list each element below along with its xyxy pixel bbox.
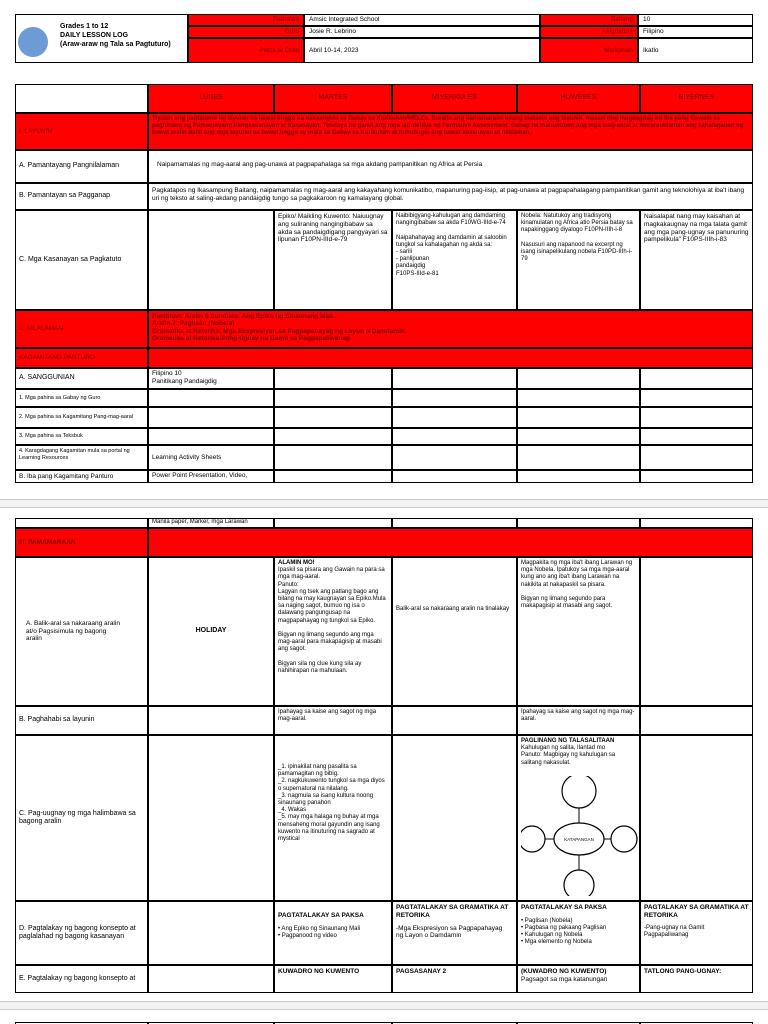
cell: [392, 735, 517, 901]
pagtalakay-paksa-title: PAGTATALAKAY SA PAKSA: [278, 912, 364, 919]
page-1: [0, 0, 768, 500]
pag-uugnay-label: C. Pag-uugnay ng mga halimbawa sa bagong aralin: [15, 735, 148, 901]
deped-logo: [18, 27, 48, 57]
cell: [392, 428, 517, 445]
cell: [640, 557, 753, 706]
pagtalakay-d-label: D. Pagtalakay ng bagong konsepto at paglalahad ng bagong kasanayan: [15, 901, 148, 965]
cell: [148, 901, 274, 965]
balik-aral-huwebes: Magpakita ng mga iba't ibang Larawan ng mga Nobela. Ipatukoy sa mga mga-aaral kung ano ang iba't ibang Larawan na nakikita at nakapaskil sa pisara. Bigyan ng limang segundo para makapagisip at masabi ang sagot.: [517, 557, 640, 706]
pag-uugnay-martes: _1. ipinakilat nang pasalita sa pamamagitan ng bibig. _2. nagkukuwento tungkol sa mga diyos o supernatural na nilalang. _3. nagmula sa isang kultura noong sinaunang panahon _4. Wakas _5. may mga halaga ng buhay at mga mensaheng moral gayundin ang isang kuwento na itinuturing na sagrado at mystical: [274, 735, 392, 901]
cell: [640, 518, 753, 528]
pagtalakay-d-huwebes: [517, 901, 640, 965]
pagtalakay-gramatika-text: -Mga Ekspresiyon sa Pagpapahayag ng Layon o Damdamin: [396, 924, 503, 940]
markahan-label: Markahan: [540, 38, 638, 63]
kasanayan-miyerkules: Naibibigyang-kahulugan ang damdaming nangingibabaw sa akda F10WG-IIId-e-74 Naipahahayag ang damdamin at saloobin tungkol sa kahalagahan ng akda sa: - sarili - panlipunan pandaigdig F10PS-IIId-e-81: [392, 210, 517, 310]
day-biyernes: BIYERNES: [640, 84, 753, 113]
cell: [392, 407, 517, 428]
cell: [640, 368, 753, 389]
cell: [640, 407, 753, 428]
cell: [640, 706, 753, 735]
pagtalakay-e-biyernes: TATLONG PANG-UGNAY:: [640, 965, 753, 993]
kagamitang-mag-aaral-label: 2. Mga pahina sa Kagamitang Pang-mag-aaral: [15, 407, 148, 428]
page-3: [0, 1009, 768, 1024]
header-line2: DAILY LESSON LOG: [60, 32, 129, 40]
nilalaman-label: II. NILALAMAN: [15, 310, 148, 348]
asignatura-value: Filipino: [638, 26, 753, 38]
web-node-right: [611, 826, 637, 852]
cell: [148, 389, 274, 407]
web-node-bottom: [564, 870, 594, 896]
pagtalakay-paksa-text: • Ang Epiko ng Sinaunang Mali • Pagpanood ng video: [278, 925, 361, 939]
layunin-text: Tiyakin ang pagtatamo ng layunin sa bawat linggo na nakaangkla sa Gabay sa Kurikulum/MELCs. Sundin ang pamamaraan upang matamo ang layunin, maaari ring magdagdag ng iba pang Gawain sa paghinang ng Pamantayang Pangkasanayan at Kasanayan. Tinataya ito gamit ang mga istratehiya ng Formative Assessment. Ganap na mahuhubog ang mga mag-aaral at mararamdaman ang kahalagahan ng bawat aralin dahil ang mga layunin sa bawat linggo ay mula sa Gabay sa Kurikulum at huhubugin ang bawat kasanayan at nilalaman.: [148, 113, 753, 150]
day-miyerkules: MIYERKULES: [392, 84, 517, 113]
karagdagang-label: 4. Karagdagang Kagamitan mula sa portal ng Learning Resources: [15, 445, 148, 470]
cell: [15, 518, 148, 528]
cell: [517, 470, 640, 483]
pagtalakay-d-martes: [274, 901, 392, 965]
cell: [640, 445, 753, 470]
pagganap-text: Pagkatapos ng Ikasampung Baitang, naipamamalas ng mag-aaral ang kakayahang komunikatibo, mapanuring pag-iisip, at pag-unawa at pagpapahalagang pampanitikan gamit ang teknolohiya at iba't ibang uri ng teksto at saling-akdang pandaigdig tungo sa pagkakaroon ng kamalayang global.: [148, 183, 753, 210]
pagtalakay-d-biyernes: [640, 901, 753, 965]
pagtalakay-nobela-title: PAGTATALAKAY SA PAKSA: [521, 904, 607, 911]
asignatura-label: Asignatura: [540, 26, 638, 38]
pagtalakay-e-martes: KUWADRO NG KUWENTO: [274, 965, 392, 993]
talasalitaan-text: Kahulugan ng salita, Ilantad mo Panuto: Magbigay ng kahulugan sa salitang nakasulat.: [521, 745, 616, 766]
header-line1: Grades 1 to 12: [60, 23, 109, 30]
kasanayan-huwebes: Nobela: Natutukoy ang tradisyong kinamulatan ng Africa atio Persia batay sa napakinggang diyalogo F10PN-IIIh-i-8 Nasusuri ang napanood na excerpt ng isang isinapelikulang nobela F10PD-IIIh-i-79: [517, 210, 640, 310]
cell: [148, 965, 274, 993]
karagdagang-value: Learning Activity Sheets: [148, 445, 274, 470]
baitang-label: Baitang: [540, 14, 638, 26]
markahan-value: Ikatlo: [638, 38, 753, 63]
cell: [392, 445, 517, 470]
web-node-top: [562, 776, 596, 808]
cell: [517, 518, 640, 528]
day-lunes: LUNES: [148, 84, 274, 113]
cell: [274, 428, 392, 445]
kuwadro-title: (KUWADRO NG KUWENTO): [521, 968, 607, 975]
header-line3: (Araw-araw ng Tala sa Pagtuturo): [60, 41, 171, 49]
paghahabi-huwebes: Ipahayag sa kaise ang sagot ng mga mag-aaral.: [517, 706, 640, 735]
cell: [517, 445, 640, 470]
corner-cell: [15, 84, 148, 113]
iba-pang-value: Power Point Presentation, Video,: [148, 470, 274, 483]
balik-aral-miyerkules: Balik-aral sa nakaraang aralin na tinalakay: [392, 557, 517, 706]
sanggunian-value: Filipino 10 Panitikang Pandaigdig: [148, 368, 274, 389]
page-2: [0, 507, 768, 1002]
iba-pang-label: B. Iba pang Kagamitang Panturo: [15, 470, 148, 483]
cell: [148, 428, 274, 445]
pagtalakay-gramatika-title: PAGTATALAKAY SA GRAMATIKA AT RETORIKA: [396, 904, 509, 919]
pangnilalaman-label: A. Pamantayang Pangnilalaman: [15, 150, 148, 183]
paaralan-label: Paaralan: [188, 14, 304, 26]
cell: [148, 407, 274, 428]
web-node-left: [521, 826, 545, 852]
guro-label: Guro: [188, 26, 304, 38]
balik-aral-martes: [274, 557, 392, 706]
holiday-cell: HOLIDAY: [148, 557, 274, 706]
pamamaraan-label: III. PAMAMARAAN: [15, 528, 148, 557]
paghahabi-martes: Ipahayag sa kaise ang sagot ng mga mag-aaral.: [274, 706, 392, 735]
petsa-value: Abril 10-14, 2023: [304, 38, 540, 63]
cell: [517, 428, 640, 445]
cell: [640, 735, 753, 901]
cell: [517, 389, 640, 407]
pagtalakay-e-miyerkules: PAGSASANAY 2: [392, 965, 517, 993]
talasalitaan-title: PAGLINANG NG TALASALITAAN: [521, 738, 615, 744]
baitang-value: 10: [638, 14, 753, 26]
pagganap-label: B. Pamantayan sa Pagganap: [15, 183, 148, 210]
pagtalakay-pangugnay-text: -Pang-ugnay na Gamit Pagpapaliwanag: [644, 924, 705, 938]
cell: [640, 428, 753, 445]
cell: [392, 470, 517, 483]
cell: [392, 518, 517, 528]
alamin-title: ALAMIN MO!: [278, 560, 315, 566]
pangnilalaman-text: Naipamamalas ng mag-aaral ang pag-unawa at pagpapahalaga sa mga akdang pampanitikan ng Africa at Persia: [148, 150, 753, 183]
cell: [640, 470, 753, 483]
cell: [148, 706, 274, 735]
cell: [274, 389, 392, 407]
balik-aral-label: A. Balik-aral sa nakaraang aralin at/o Pagsisimula ng bagong aralin: [15, 557, 148, 706]
cell: [274, 445, 392, 470]
day-huwebes: HUWEBES: [517, 84, 640, 113]
paghahabi-label: B. Paghahabi sa layunin: [15, 706, 148, 735]
nilalaman-text: Panitikan: Aralin 6 Sundiata: Ang Epiko ng Sinaunang Mali. Aralin 7: Paglisan (Nobela) Gramatika at Retorika: Mga Ekspresiyon sa Pagpapahayag ng Layon o Damdamin. Gramatika at Retorika:Pang-ugnay na Gamit sa Pagpapaliwanag: [148, 310, 753, 348]
cell: [148, 735, 274, 901]
kasanayan-label: C. Mga Kasanayan sa Pagkatuto: [15, 210, 148, 310]
pag-uugnay-huwebes: [517, 735, 640, 901]
guro-value: Josie R. Lebrino: [304, 26, 540, 38]
kasanayan-lunes: [148, 210, 274, 310]
gabay-label: 1. Mga pahina sa Gabay ng Guro: [15, 389, 148, 407]
cell: [517, 368, 640, 389]
header-title: [60, 22, 171, 49]
word-web-diagram: [521, 776, 638, 896]
pagtalakay-d-miyerkules: [392, 901, 517, 965]
kasanayan-biyernes: Naisalapat nang may kaisahan at magkakaugnay na mga talata gamit ang mga pang-ugnay sa panunuring pampelikula" F10PS-IIIh-i-83: [640, 210, 753, 310]
cell: [392, 368, 517, 389]
cell: [392, 389, 517, 407]
pagtalakay-nobela-text: • Paglisan (Nobela) • Pagbasa ng pakaang Paglisan • Kahulugan ng Nobela • Mga elemento ng Nobela: [521, 917, 607, 946]
web-center-label: KATAPANGAN: [564, 837, 594, 842]
pagtalakay-e-huwebes: [517, 965, 640, 993]
cell: [274, 407, 392, 428]
petsa-label: Petsa at Oras: [188, 38, 304, 63]
pagtalakay-e-label: E. Pagtalakay ng bagong konsepto at: [15, 965, 148, 993]
cell: [517, 407, 640, 428]
pagtalakay-pangugnay-title: PAGTALAKAY SA GRAMATIKA AT RETORIKA: [644, 904, 749, 919]
sanggunian-label: A. SANGGUNIAN: [15, 368, 148, 389]
cell: [274, 470, 392, 483]
continued-materials: Manila paper, Marker, mga Larawan: [148, 518, 274, 528]
cell: [392, 706, 517, 735]
teksbuk-label: 3. Mga pahina sa Teksbuk: [15, 428, 148, 445]
layunin-label: I. LAYUNIN: [15, 113, 148, 150]
cell: [274, 518, 392, 528]
cell: [640, 389, 753, 407]
kagamitan-label: KAGAMITANG PANTURO: [15, 348, 148, 368]
alamin-text: Ipaskil sa pisara ang Gawain na para sa mga mag-aaral. Panuto: Lagyan ng tsek ang patlang bago ang bilang na may kaugnayan sa Epiko.Mula sa naging sagot, bumuo ng isa o dalawang pangungusap na magpapahayag ng tungkol sa Epiko. Bigyan ng limang segundo ang mga mag-aaral para makapagisip at masabi ang sagot. Bigyan sila ng clue kung sila ay nahihirapan na mahulaan.: [278, 567, 386, 674]
kasanayan-martes: Epiko/ Maikling Kuwento: Naiuugnay ang suliraning nangingibabaw sa akda sa pandaigdigang pangyayari sa lipunan F10PN-IIId-e-79: [274, 210, 392, 310]
cell: [274, 368, 392, 389]
day-martes: MARTES: [274, 84, 392, 113]
kagamitan-row: [148, 348, 753, 368]
kuwadro-text: Pagsagot sa mga katanungan: [521, 975, 608, 983]
paaralan-value: Amsic Integrated School: [304, 14, 540, 26]
pamamaraan-row: [148, 528, 753, 557]
